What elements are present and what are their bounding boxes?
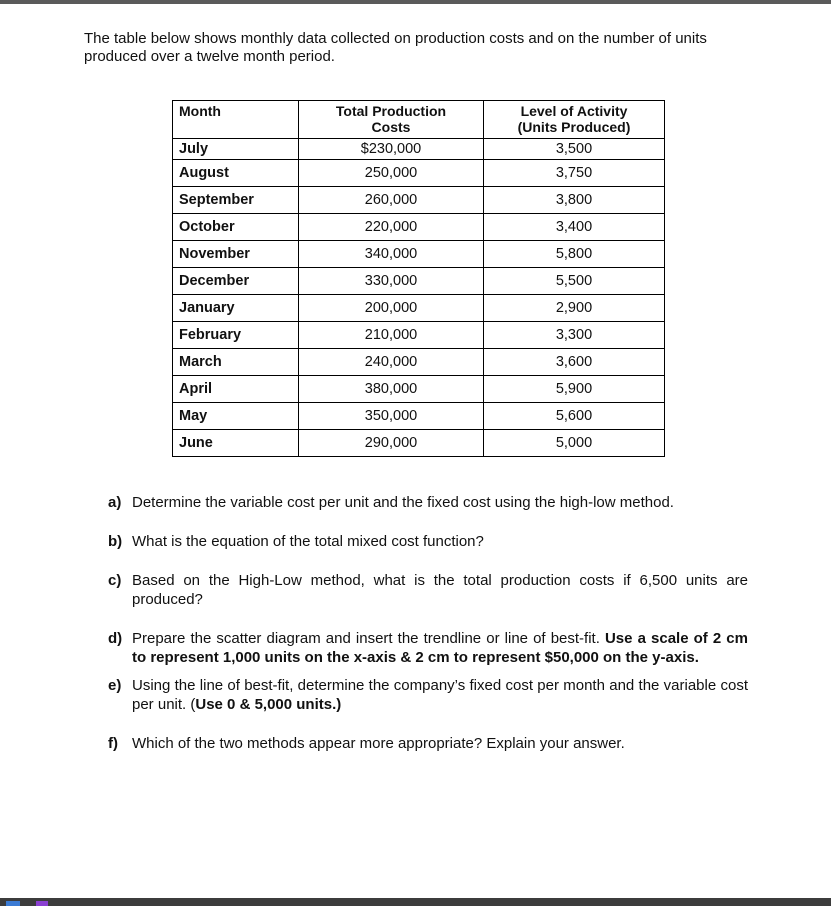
table-row — [173, 322, 665, 349]
month-cell: October — [173, 214, 299, 241]
cost-cell: 220,000 — [299, 214, 484, 241]
table-row — [173, 241, 665, 268]
taskbar-app-icon[interactable] — [36, 901, 48, 906]
table-row — [173, 268, 665, 295]
table-row — [173, 430, 665, 457]
month-cell: December — [173, 268, 299, 295]
month-cell: November — [173, 241, 299, 268]
table-row — [173, 187, 665, 214]
month-cell: April — [173, 376, 299, 403]
table-row — [173, 139, 665, 160]
table-row — [173, 214, 665, 241]
cost-cell: 200,000 — [299, 295, 484, 322]
month-cell: May — [173, 403, 299, 430]
question-f: f) Which of the two methods appear more appropriate? Explain your answer. — [108, 735, 625, 752]
month-cell: July — [173, 139, 299, 160]
units-cell: 5,800 — [484, 241, 665, 268]
cost-cell: $230,000 — [299, 139, 484, 160]
units-cell: 3,600 — [484, 349, 665, 376]
cost-cell: 350,000 — [299, 403, 484, 430]
cost-cell: 340,000 — [299, 241, 484, 268]
table-header-row — [173, 101, 665, 139]
cost-cell: 210,000 — [299, 322, 484, 349]
units-cell: 5,900 — [484, 376, 665, 403]
header-level-of-activity: Level of Activity (Units Produced) — [484, 101, 665, 139]
units-cell: 3,500 — [484, 139, 665, 160]
units-cell: 3,400 — [484, 214, 665, 241]
window-top-edge — [0, 0, 831, 4]
intro-paragraph: The table below shows monthly data collected on production costs and on the number of units produced over a twelve month period. — [84, 30, 707, 65]
units-cell: 3,800 — [484, 187, 665, 214]
table-row — [173, 403, 665, 430]
units-cell: 5,000 — [484, 430, 665, 457]
month-cell: June — [173, 430, 299, 457]
cost-cell: 260,000 — [299, 187, 484, 214]
month-cell: March — [173, 349, 299, 376]
question-c: c) Based on the High-Low method, what is the total production costs if 6,500 units are produced? — [108, 572, 748, 608]
question-list — [108, 493, 748, 773]
month-cell: August — [173, 160, 299, 187]
question-a: a) Determine the variable cost per unit and the fixed cost using the high-low method. — [108, 494, 674, 511]
question-d: d) Prepare the scatter diagram and insert the trendline or line of best-fit. Use a scale of 2 cm to represent 1,000 units on the x-axis & 2 cm to represent $50,000 on the y-axis. — [108, 630, 748, 666]
month-cell: September — [173, 187, 299, 214]
header-total-production-costs: Total Production Costs — [299, 101, 484, 139]
units-cell: 5,600 — [484, 403, 665, 430]
units-cell: 5,500 — [484, 268, 665, 295]
table-row — [173, 376, 665, 403]
units-cell: 3,300 — [484, 322, 665, 349]
units-cell: 2,900 — [484, 295, 665, 322]
cost-cell: 250,000 — [299, 160, 484, 187]
header-month: Month — [173, 101, 299, 139]
cost-cell: 290,000 — [299, 430, 484, 457]
taskbar-strip — [0, 898, 831, 906]
cost-cell: 240,000 — [299, 349, 484, 376]
table-row — [173, 349, 665, 376]
taskbar-app-icon[interactable] — [6, 901, 20, 906]
cost-cell: 380,000 — [299, 376, 484, 403]
units-cell: 3,750 — [484, 160, 665, 187]
cost-cell: 330,000 — [299, 268, 484, 295]
table-row — [173, 160, 665, 187]
table-row — [173, 295, 665, 322]
month-cell: February — [173, 322, 299, 349]
question-e: e) Using the line of best-fit, determine the company’s fixed cost per month and the variable cost per unit. (Use 0 & 5,000 units.) — [108, 677, 748, 713]
month-cell: January — [173, 295, 299, 322]
question-b: b) What is the equation of the total mixed cost function? — [108, 533, 484, 550]
production-data-table — [172, 100, 665, 457]
